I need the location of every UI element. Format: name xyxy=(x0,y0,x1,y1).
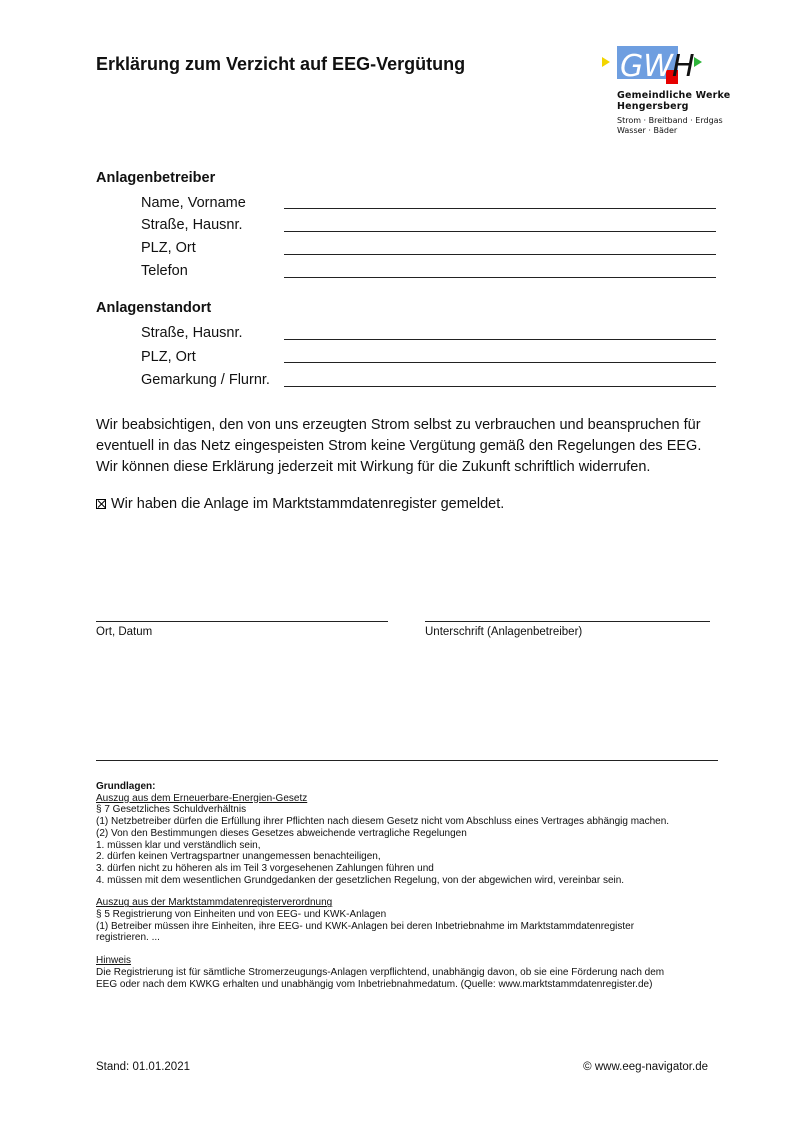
eeg-excerpt-title: Auszug aus dem Erneuerbare-Energien-Gesetz xyxy=(96,792,308,804)
logo-services-line2: Wasser · Bäder xyxy=(617,126,678,135)
hint-line: Die Registrierung ist für sämtliche Stromerzeugungs-Anlagen verpflichtend, unabhängig davon, ob sie eine Förderung nach dem xyxy=(96,966,665,978)
signature-label: Unterschrift (Anlagenbetreiber) xyxy=(425,626,583,638)
mastr-line: registrieren. ... xyxy=(96,932,160,944)
hint-line: EEG oder nach dem KWKG erhalten und unabhängig vom Inbetriebnahmedatum. (Quelle: www.marktstammdatenregister.de) xyxy=(96,978,653,990)
hint-title: Hinweis xyxy=(96,955,132,967)
operator-city-field[interactable] xyxy=(284,240,716,255)
document-title: Erklärung zum Verzicht auf EEG-Vergütung xyxy=(96,54,466,74)
site-parcel-label: Gemarkung / Flurnr. xyxy=(141,372,270,388)
logo-name-line2: Hengersberg xyxy=(617,101,689,112)
operator-phone-label: Telefon xyxy=(141,263,188,279)
eeg-line: 2. dürfen keinen Vertragspartner unangemessen benachteiligen, xyxy=(96,851,381,863)
logo-services-line1: Strom · Breitband · Erdgas xyxy=(617,116,723,125)
site-street-field[interactable] xyxy=(284,325,716,340)
site-heading: Anlagenstandort xyxy=(96,300,212,316)
operator-street-field[interactable] xyxy=(284,217,716,232)
eeg-line: 1. müssen klar und verständlich sein, xyxy=(96,839,261,851)
mastr-excerpt-title: Auszug aus der Marktstammdatenregisterverordnung xyxy=(96,897,333,909)
checked-checkbox-icon[interactable] xyxy=(96,499,106,509)
site-city-label: PLZ, Ort xyxy=(141,349,196,365)
green-arrow-icon xyxy=(694,57,702,67)
site-street-label: Straße, Hausnr. xyxy=(141,325,243,341)
declaration-line: eventuell in das Netz eingespeisten Strom keine Vergütung gemäß den Regelungen des EEG. xyxy=(96,438,702,454)
footer-copyright: © www.eeg-navigator.de xyxy=(583,1061,708,1073)
declaration-text xyxy=(96,415,726,478)
eeg-line: 4. müssen mit dem wesentlichen Grundgedanken der gesetzlichen Regelung, von der abgewichen wird, vereinbar sein. xyxy=(96,874,625,886)
gwh-logo xyxy=(600,43,730,143)
legal-basis xyxy=(96,781,726,990)
section-divider xyxy=(96,760,718,761)
operator-phone-field[interactable] xyxy=(284,263,716,278)
mastr-line: (1) Betreiber müssen ihre Einheiten, ihre EEG- und KWK-Anlagen bei deren Inbetriebnahme im Marktstammdatenregister xyxy=(96,920,635,932)
basis-heading: Grundlagen: xyxy=(96,781,156,792)
footer-date: Stand: 01.01.2021 xyxy=(96,1061,190,1073)
site-city-field[interactable] xyxy=(284,348,716,363)
operator-name-field[interactable] xyxy=(284,194,716,209)
operator-heading: Anlagenbetreiber xyxy=(96,170,216,186)
declaration-line: Wir können diese Erklärung jederzeit mit Wirkung für die Zukunft schriftlich widerrufen. xyxy=(96,459,651,475)
operator-city-label: PLZ, Ort xyxy=(141,240,196,256)
mastr-line: § 5 Registrierung von Einheiten und von EEG- und KWK-Anlagen xyxy=(96,909,387,921)
site-parcel-field[interactable] xyxy=(284,372,716,387)
logo-name-line1: Gemeindliche Werke xyxy=(617,90,731,101)
eeg-line: (2) Von den Bestimmungen dieses Gesetzes abweichende vertragliche Regelungen xyxy=(96,827,467,839)
yellow-arrow-icon xyxy=(602,57,610,67)
operator-name-label: Name, Vorname xyxy=(141,195,246,211)
place-date-label: Ort, Datum xyxy=(96,626,153,638)
registration-checkbox-row[interactable] xyxy=(96,496,504,512)
signature-line[interactable] xyxy=(425,621,710,622)
declaration-line: Wir beabsichtigen, den von uns erzeugten Strom selbst zu verbrauchen und beanspruchen für xyxy=(96,417,701,433)
eeg-line: § 7 Gesetzliches Schuldverhältnis xyxy=(96,804,247,816)
eeg-line: 3. dürfen nicht zu höheren als im Teil 3 vorgesehenen Zahlungen führen und xyxy=(96,862,434,874)
place-date-line[interactable] xyxy=(96,621,388,622)
registration-checkbox-label: Wir haben die Anlage im Marktstammdatenregister gemeldet. xyxy=(111,496,505,512)
logo-mark-gw: GW xyxy=(620,49,673,84)
eeg-line: (1) Netzbetreiber dürfen die Erfüllung ihrer Pflichten nach diesem Gesetz nicht vom Abschluss eines Vertrages abhängig machen. xyxy=(96,816,670,828)
logo-mark-h: H xyxy=(672,49,695,84)
operator-street-label: Straße, Hausnr. xyxy=(141,217,243,233)
